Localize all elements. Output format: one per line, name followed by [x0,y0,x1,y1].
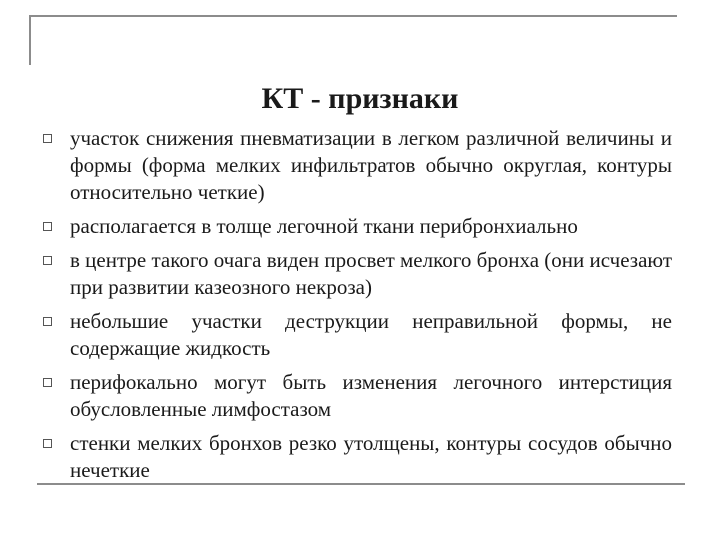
frame-top-line [29,15,677,17]
bullet-list [40,125,672,491]
list-item-text: в центре такого очага виден просвет мелкого бронха (они исчезают при развитии казеозного некроза) [70,248,672,299]
list-item [40,308,672,362]
hollow-square-bullet-icon [43,134,52,143]
list-item [40,213,672,240]
hollow-square-bullet-icon [43,256,52,265]
hollow-square-bullet-icon [43,317,52,326]
list-item [40,247,672,301]
list-item-text: небольшие участки деструкции неправильной формы, не содержащие жидкость [70,309,672,360]
list-item [40,430,672,484]
list-item-text: перифокально могут быть изменения легочного интерстиция обусловленные лимфостазом [70,370,672,421]
list-item [40,125,672,206]
list-item-text: стенки мелких бронхов резко утолщены, контуры сосудов обычно нечеткие [70,431,672,482]
hollow-square-bullet-icon [43,222,52,231]
list-item [40,369,672,423]
frame-left-line [29,15,31,65]
slide-title-text: КТ - признаки [261,82,459,115]
slide-title [0,79,720,119]
hollow-square-bullet-icon [43,439,52,448]
list-item-text: участок снижения пневматизации в легком различной величины и формы (форма мелких инфильтратов обычно округлая, контуры относительно четкие) [70,126,672,204]
hollow-square-bullet-icon [43,378,52,387]
list-item-text: располагается в толще легочной ткани перибронхиально [70,214,578,238]
